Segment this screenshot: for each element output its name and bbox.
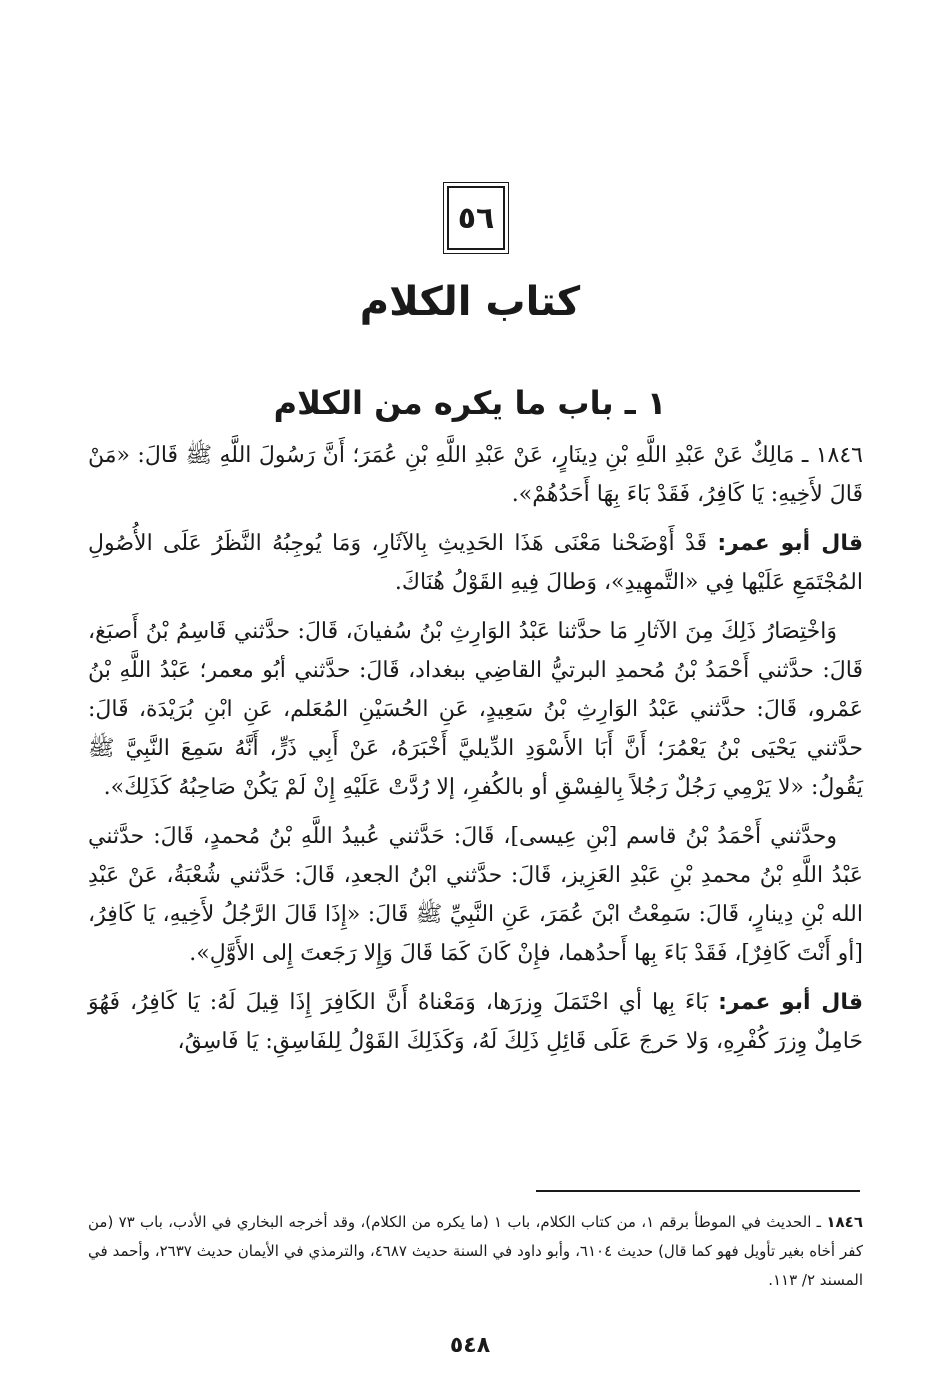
paragraph-text: قَدْ أَوْضَحْنا مَعْنَى هَذَا الحَدِيثِ بِالآثَارِ، وَمَا يُوجِبُهُ النَّظَرُ عَلَى الأُصُولِ المُجْتَمَعِ عَلَيْها فِي «التَّمهِيدِ»، وَطالَ فِيهِ القَوْلُ هُنَاكَ. bbox=[88, 531, 863, 595]
hadith-paragraph bbox=[88, 436, 863, 514]
page-number: ٥٤٨ bbox=[449, 1333, 491, 1358]
paragraph-text: وحدَّثني أَحْمَدُ بْنُ قاسم [بْنِ عِيسى]، قَالَ: حَدَّثني عُبيدُ اللَّهِ بْنُ مُحمدٍ، قَالَ: حدَّثني عَبْدُ اللَّهِ بْنُ محمدِ بْنِ عَبْدِ العَزِيز، قَالَ: حدَّثني ابْنُ الجعدِ، قَالَ: حَدَّثني شُعْبَةُ، عَنْ عَبْدِ الله بْنِ دِينارٍ، قَالَ: سَمِعْتُ ابْنَ عُمَرَ، عَنِ النَّبِيِّ ﷺ قَالَ: «إِذَا قَالَ الرَّجُلُ لأَخِيهِ، يَا كَافِرُ، [أو أَنْتَ كَافِرٌ]، فَقَدْ بَاءَ بِها أَحدُهما، فإِنْ كَانَ كَمَا قَالَ وَإِلا رَجَعتَ إِلى الأَوَّلِ». bbox=[88, 824, 863, 966]
footnote-divider bbox=[536, 1190, 860, 1192]
chapter-number: ٥٦ bbox=[457, 200, 495, 236]
chapter-title: ١ ـ باب ما يكره من الكلام bbox=[273, 384, 667, 422]
paragraph-text: بَاءَ بِها أي احْتَمَلَ وِزرَها، وَمَعْناهُ أَنَّ الكَافِرَ إِذَا قِيلَ لَهُ: يَا كَافِرُ، فَهُوَ حَامِلٌ وِزرَ كُفْرِهِ، وَلا حَرجَ عَلَى قَائِلِ ذَلِكَ لَهُ، وَكَذَلِكَ القَوْلُ لِلفَاسِقِ: يَا فَاسِقُ، bbox=[88, 990, 863, 1054]
footnote-number: ١٨٤٦ bbox=[826, 1213, 863, 1231]
footnote-text: ـ الحديث في الموطأ برقم ١، من كتاب الكلام، باب ١ (ما يكره من الكلام)، وقد أخرجه البخاري في الأدب، باب ٧٣ (من كفر أخاه بغير تأويل فهو كما قال) حديث ٦١٠٤، وأبو داود في السنة حديث ٤٦٨٧، والترمذي في الأيمان حديث ٢٦٣٧، وأحمد في المسند ٢/ ١١٣. bbox=[88, 1213, 864, 1289]
narration-paragraph bbox=[88, 612, 863, 807]
paragraph-lead: قال أبو عمر: bbox=[718, 990, 863, 1015]
paragraph-text: ١٨٤٦ ـ مَالِكٌ عَنْ عَبْدِ اللَّهِ بْنِ دِينَارٍ، عَنْ عَبْدِ اللَّهِ بْنِ عُمَرَ؛ أَنَّ رَسُولَ اللَّهِ ﷺ قَالَ: «مَنْ قَالَ لأَخِيهِ: يَا كَافِرُ، فَقَدْ بَاءَ بِهَا أَحَدُهُمْ». bbox=[88, 443, 863, 507]
narration-paragraph bbox=[88, 817, 863, 973]
main-text bbox=[88, 436, 863, 1071]
footnote bbox=[88, 1208, 863, 1295]
paragraph-text: وَاخْتِصَارُ ذَلِكَ مِنَ الآثارِ مَا حدَّثنا عَبْدُ الوَارِثِ بْنُ سُفيانَ، قَالَ: حدَّثني قَاسِمُ بْنُ أَصبَغ، قَالَ: حدَّثني أَحْمَدُ بْنُ مُحمدِ البرتيُّ القاضِي ببغداد، قَالَ: حدَّثني أبُو معمر؛ عَبْدُ اللَّهِ بْنُ عَمْرو، قَالَ: حدَّثني عَبْدُ الوَارِثِ بْنُ سَعِيدٍ، عَنِ الحُسَيْنِ المُعَلم، عَنِ ابْنِ بُرَيْدَة، قَالَ: حدَّثني يَحْيَى بْنُ يَعْمُرَ؛ أَنَّ أَبَا الأَسْوَدِ الدِّيليَّ أَخْبَرَهُ، عَنْ أَبِي ذَرٍّ، أَنَّهُ سَمِعَ النَّبِيَّ ﷺ يَقُولُ: «لا يَرْمِي رَجُلٌ رَجُلاً بِالفِسْقِ أو بالكُفرِ، إلا رُدَّتْ عَلَيْهِ إِنْ لَمْ يَكُنْ صَاحِبُهُ كَذَلِكَ». bbox=[88, 619, 863, 800]
commentary-paragraph bbox=[88, 524, 863, 602]
paragraph-lead: قال أبو عمر: bbox=[717, 531, 863, 556]
commentary-paragraph bbox=[88, 983, 863, 1061]
book-title: كتاب الكلام bbox=[359, 279, 581, 325]
chapter-number-box bbox=[447, 186, 505, 250]
